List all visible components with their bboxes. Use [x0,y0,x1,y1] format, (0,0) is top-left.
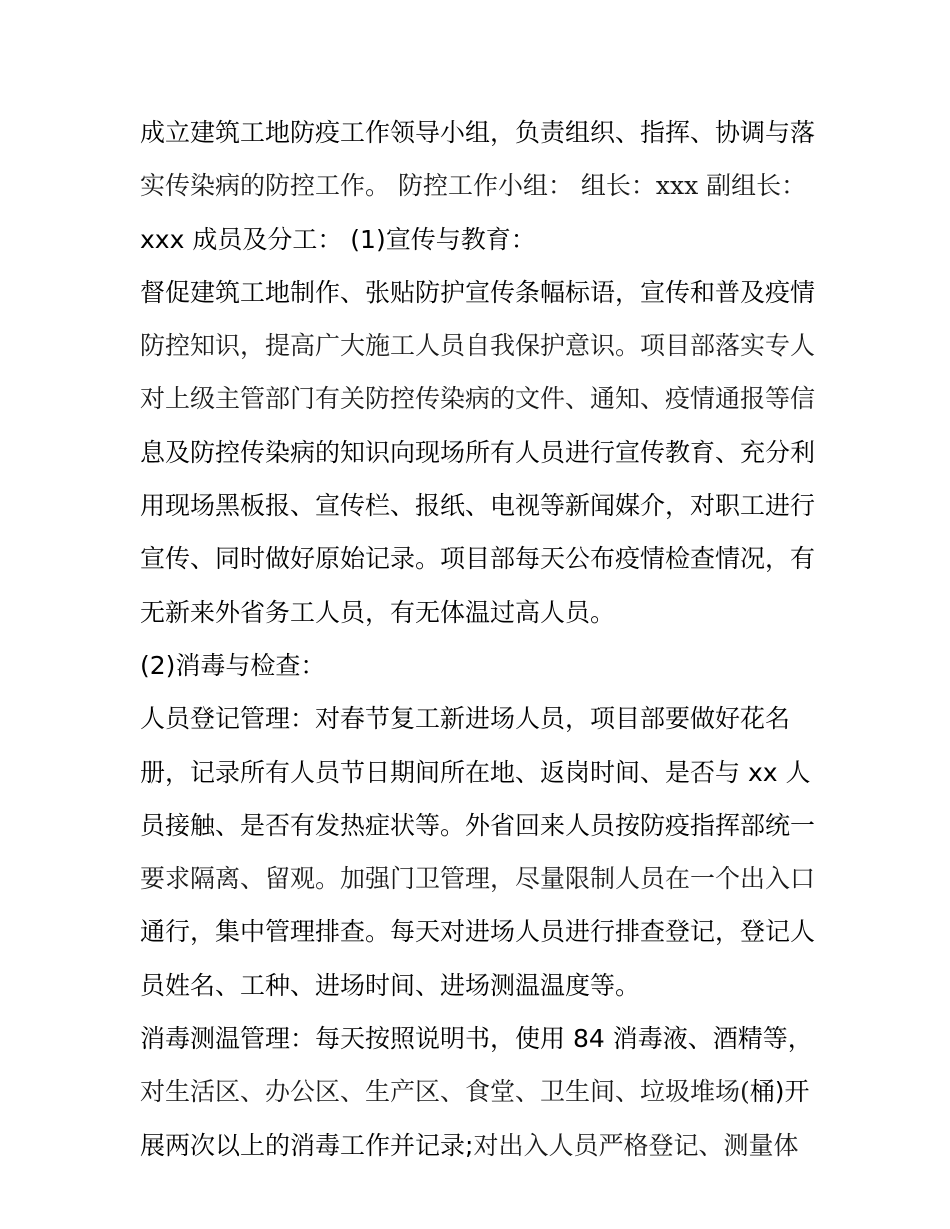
text-line: 消毒测温管理：每天按照说明书，使用 84 消毒液、酒精等， [140,1024,813,1054]
text-line: 员接触、是否有发热症状等。外省回来人员按防疫指挥部统一 [140,810,816,840]
text-line: 宣传、同时做好原始记录。项目部每天公布疫情检查情况，有 [140,544,816,574]
text-line: 息及防控传染病的知识向现场所有人员进行宣传教育、充分利 [140,437,816,467]
text-segment: 对生活区、办公区、生产区、食堂、卫生间、垃圾堆场( [140,1077,750,1107]
text-line: xxx 成员及分工： (1)宣传与教育： [140,224,536,254]
text-line: 对上级主管部门有关防控传染病的文件、通知、疫情通报等信 [140,384,816,414]
text-line: 实传染病的防控工作。 防控工作小组： 组长：xxx 副组长： [140,171,807,201]
text-line: 要求隔离、留观。加强门卫管理，尽量限制人员在一个出入口 [140,864,816,894]
text-line: 用现场黑板报、宣传栏、报纸、电视等新闻媒介，对职工进行 [140,491,816,521]
text-segment: 展两次以上的消毒工作并记录; [140,1130,474,1160]
text-line: 通行，集中管理排查。每天对进场人员进行排查登记，登记人 [140,917,816,947]
text-line: 册，记录所有人员节日期间所在地、返岗时间、是否与 xx 人 [140,757,811,787]
text-line: 督促建筑工地制作、张贴防护宣传条幅标语，宣传和普及疫情 [140,277,816,307]
text-line: 防控知识，提高广大施工人员自我保护意识。项目部落实专人 [140,331,816,361]
text-line: 成立建筑工地防疫工作领导小组，负责组织、指挥、协调与落 [140,118,816,147]
text-line [140,1119,820,1172]
text-line: 人员登记管理：对春节复工新进场人员，项目部要做好花名 [140,704,791,734]
text-line: (2)消毒与检查： [140,650,326,680]
text-line: 员姓名、工种、进场时间、进场测温温度等。 [140,970,641,1000]
text-line [140,1065,820,1118]
body-text [140,106,820,1172]
text-segment: 桶)开 [749,1077,810,1107]
text-line: 无新来外省务工人员，有无体温过高人员。 [140,597,616,627]
text-segment: 对出入人员严格登记、测量体 [473,1130,799,1160]
